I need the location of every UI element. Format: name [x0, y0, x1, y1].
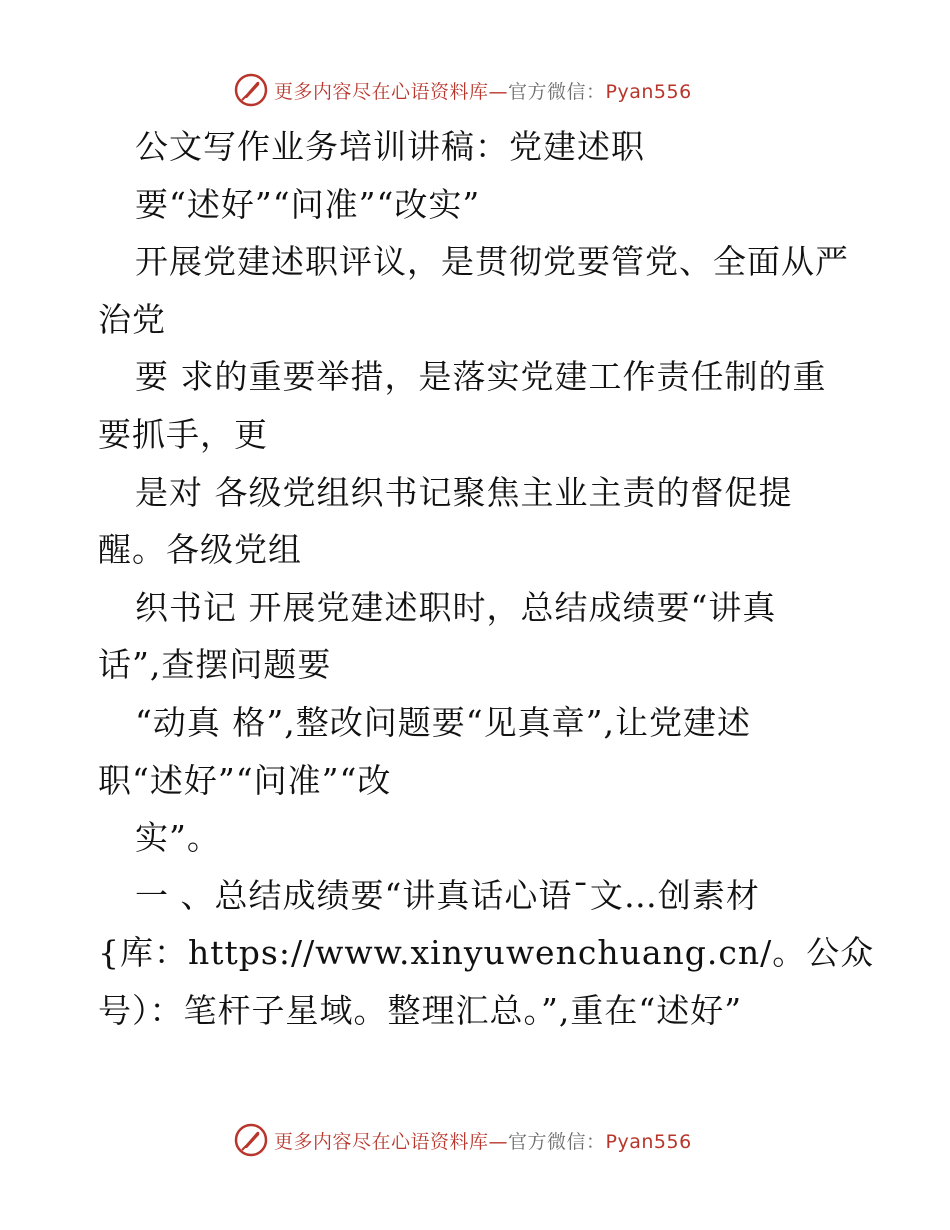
text-line: “动真 格”,整改问题要“见真章”,让党建述 [135, 702, 751, 742]
text-line-heading: 一 、总结成绩要“讲真话心语¯文…创素材 [135, 875, 760, 915]
watermark-separator: — [488, 80, 509, 103]
document-body [98, 118, 875, 1040]
text-line-subtitle: 要“述好”“问准”“改实” [135, 184, 481, 224]
text-line: 话”,查摆问题要 [98, 645, 332, 685]
watermark-wechat-id: Pyan556 [605, 1130, 692, 1153]
text-line: 治党 [98, 299, 166, 339]
text-line: 开展党建述职评议，是贯彻党要管党、全面从严 [135, 242, 849, 282]
text-line-title: 公文写作业务培训讲稿：党建述职 [135, 127, 645, 166]
watermark-label: 官方微信： [508, 1130, 606, 1153]
text-line: 职“述好”“问准”“改 [98, 760, 392, 800]
text-line: 是对 各级党组织书记聚焦主业主责的督促提 [135, 472, 793, 512]
text-line: 实”。 [135, 818, 221, 858]
text-line: 织书记 开展党建述职时，总结成绩要“讲真 [135, 587, 777, 627]
watermark-label: 官方微信： [508, 80, 606, 103]
text-line: 要 求的重要举措，是落实党建工作责任制的重 [135, 357, 827, 397]
feather-quill-logo-icon [234, 1123, 268, 1157]
watermark-brand: 更多内容尽在心语资料库 [274, 80, 489, 103]
watermark-separator: — [488, 1130, 509, 1153]
watermark-banner-bottom [234, 1120, 734, 1160]
watermark-wechat-id: Pyan556 [605, 80, 692, 103]
text-line: 要抓手，更 [98, 414, 268, 454]
text-line: {库：https://www.xinyuwenchuang.cn/。公众 [98, 933, 875, 973]
text-line: 醒。各级党组 [98, 530, 302, 570]
watermark-banner-top [234, 70, 734, 110]
text-line: 号）：笔杆子星域。整理汇总。”,重在“述好” [98, 990, 743, 1030]
watermark-brand: 更多内容尽在心语资料库 [274, 1130, 489, 1153]
feather-quill-logo-icon [234, 73, 268, 107]
